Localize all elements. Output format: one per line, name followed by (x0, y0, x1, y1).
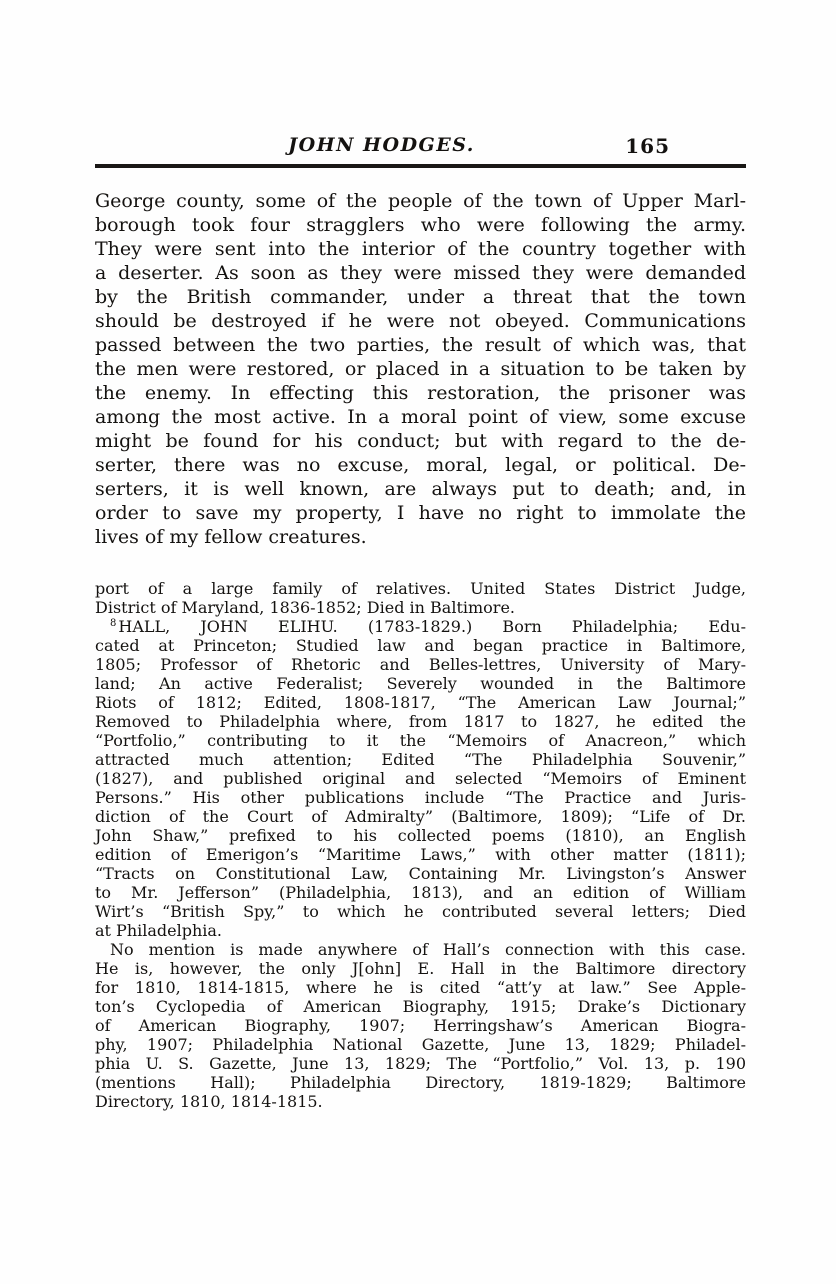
text-line: might be found for his conduct; but with regard to the de- (95, 430, 746, 452)
text-line: “Tracts on Constitutional Law, Containing Mr. Livingston’s Answer (95, 864, 746, 883)
text-line: Riots of 1812; Edited, 1808-1817, “The American Law Journal;” (95, 693, 746, 712)
text-line: a deserter. As soon as they were missed they were demanded (95, 262, 746, 284)
text-line: They were sent into the interior of the country together with (95, 238, 746, 260)
footnotes-section (95, 579, 746, 1111)
text-line: for 1810, 1814-1815, where he is cited “att’y at law.” See Apple- (95, 978, 746, 997)
text-line: Removed to Philadelphia where, from 1817 to 1827, he edited the (95, 712, 746, 731)
text-line: the enemy. In effecting this restoration, the prisoner was (95, 382, 746, 404)
text-line: land; An active Federalist; Severely wounded in the Baltimore (95, 674, 746, 693)
footnote-hall-john-elihu (95, 617, 746, 940)
text-line: to Mr. Jefferson” (Philadelphia, 1813), and an edition of William (95, 883, 746, 902)
body-text (95, 189, 746, 549)
text-line: District of Maryland, 1836-1852; Died in Baltimore. (95, 598, 515, 617)
footnote-continuation (95, 579, 746, 617)
text-line: order to save my property, I have no right to immolate the (95, 502, 746, 524)
text-line: attracted much attention; Edited “The Philadelphia Souvenir,” (95, 750, 746, 769)
text-line: Persons.” His other publications include “The Practice and Juris- (95, 788, 746, 807)
page-header (95, 134, 746, 158)
text-line: Wirt’s “British Spy,” to which he contributed several letters; Died (95, 902, 746, 921)
text-line: diction of the Court of Admiralty” (Baltimore, 1809); “Life of Dr. (95, 807, 746, 826)
text-line: ton’s Cyclopedia of American Biography, 1915; Drake’s Dictionary (95, 997, 746, 1016)
text-line: 1805; Professor of Rhetoric and Belles-lettres, University of Mary- (95, 655, 746, 674)
text-line: by the British commander, under a threat that the town (95, 286, 746, 308)
running-title: JOHN HODGES. (288, 134, 475, 156)
text-line: lives of my fellow creatures. (95, 526, 367, 548)
text-line: phy, 1907; Philadelphia National Gazette, June 13, 1829; Philadel- (95, 1035, 746, 1054)
text-line: (mentions Hall); Philadelphia Directory, 1819-1829; Baltimore (95, 1073, 746, 1092)
footnote-marker: 8 (110, 618, 117, 629)
text-line: phia U. S. Gazette, June 13, 1829; The “Portfolio,” Vol. 13, p. 190 (95, 1054, 746, 1073)
text-line: the men were restored, or placed in a situation to be taken by (95, 358, 746, 380)
text-line: John Shaw,” prefixed to his collected poems (1810), an English (95, 826, 746, 845)
text-line: among the most active. In a moral point of view, some excuse (95, 406, 746, 428)
text-line: port of a large family of relatives. United States District Judge, (95, 579, 746, 598)
text-line: of American Biography, 1907; Herringshaw’s American Biogra- (95, 1016, 746, 1035)
text-line: “Portfolio,” contributing to it the “Memoirs of Anacreon,” which (95, 731, 746, 750)
text-column (95, 134, 746, 1111)
text-line: George county, some of the people of the town of Upper Marl- (95, 190, 746, 212)
header-rule (95, 164, 746, 168)
text-line: borough took four stragglers who were following the army. (95, 214, 746, 236)
text-line: should be destroyed if he were not obeyed. Communications (95, 310, 746, 332)
text-line: No mention is made anywhere of Hall’s connection with this case. (110, 940, 746, 959)
text-line: Directory, 1810, 1814-1815. (95, 1092, 323, 1111)
text-line: at Philadelphia. (95, 921, 223, 940)
text-line: serters, it is well known, are always put to death; and, in (95, 478, 746, 500)
text-line: (1827), and published original and selected “Memoirs of Eminent (95, 769, 746, 788)
text-line: passed between the two parties, the result of which was, that (95, 334, 746, 356)
text-line: cated at Princeton; Studied law and began practice in Baltimore, (95, 636, 746, 655)
text-line: He is, however, the only J[ohn] E. Hall in the Baltimore directory (95, 959, 746, 978)
page-number: 165 (625, 134, 670, 158)
body-paragraph (95, 189, 746, 549)
text-line: edition of Emerigon’s “Maritime Laws,” with other matter (1811); (95, 845, 746, 864)
footnote-commentary (95, 940, 746, 1111)
text-line: $^8$ HALL, JOHN ELIHU. (1783-1829.) Born Philadelphia; Edu- (110, 617, 746, 636)
text-line: serter, there was no excuse, moral, legal, or political. De- (95, 454, 746, 476)
